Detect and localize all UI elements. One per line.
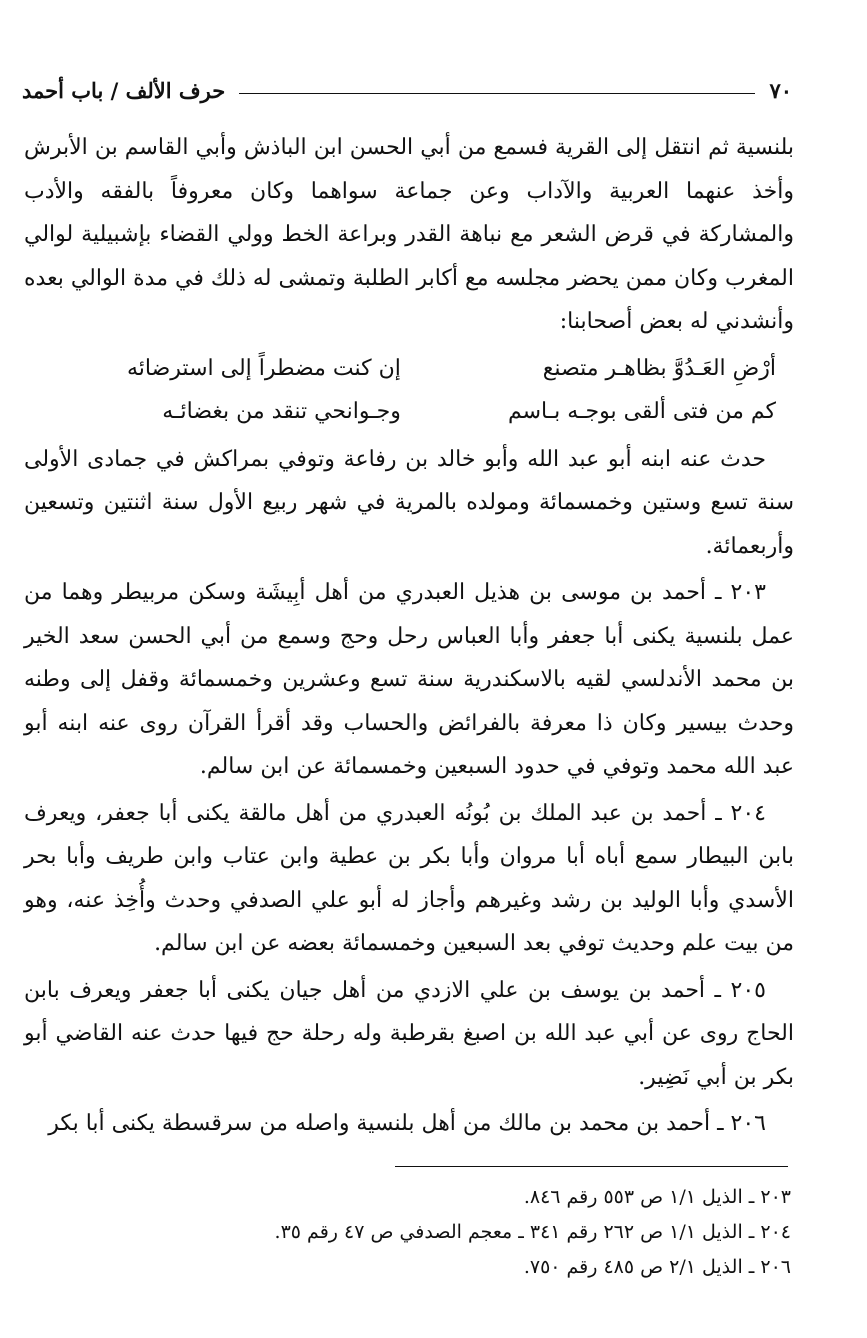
paragraph-narration: حدث عنه ابنه أبو عبد الله وأبو خالد بن رفاعة وتوفي بمراكش في جمادى الأولى سنة تسع وستين وخمسمائة ومولده بالمرية في شهر ربيع الأول سنة اثنتين وتسعين وأربعمائة.	[24, 446, 794, 559]
verse-1-second-hemistich: إن كنت مضطراً إلى استرضائه	[126, 355, 401, 381]
entry-206: ٢٠٦ ـ أحمد بن محمد بن مالك من أهل بلنسية واصله من سرقسطة يكنى أبا بكر	[48, 1111, 766, 1136]
poem-verses	[24, 347, 794, 434]
entry-203: ٢٠٣ ـ أحمد بن موسى بن هذيل العبدري من أهل أبِيشَة وسكن مربيطر وهما من عمل بلنسية يكنى أبا جعفر وأبا العباس رحل وحج وسمع من أبي الحسن سعد الخير بن محمد الأندلسي لقيه بالاسكندرية سنة تسع وعشرين وخمسمائة وقفل إلى وطنه وحدث بيسير وكان ذا معرفة بالفرائض والحساب وقد أقرأ القرآن روى عنه ابنه أبو عبد الله محمد وتوفي في حدود السبعين وخمسمائة عن ابن سالم.	[24, 580, 794, 779]
footnotes	[71, 1180, 791, 1285]
header-rule	[239, 93, 755, 94]
footnote-206: ٢٠٦ ـ الذيل ٢/١ ص ٤٨٥ رقم ٧٥٠.	[523, 1256, 791, 1278]
verse-2-first-hemistich: كم من فتى ألقى بوجـه بـاسم	[507, 399, 776, 424]
running-header	[22, 72, 792, 108]
entry-205: ٢٠٥ ـ أحمد بن يوسف بن علي الازدي من أهل جيان يكنى أبا جعفر ويعرف بابن الحاج روى عن أبي عبد الله بن اصبغ بقرطبة وله رحلة حج فيها حدث عنه القاضي أبو بكر بن أبي نَضِير.	[24, 977, 794, 1090]
main-text	[24, 126, 794, 1149]
entry-204: ٢٠٤ ـ أحمد بن عبد الملك بن بُونُه العبدري من أهل مالقة يكنى أبا جعفر، ويعرف بابن البيطار سمع أباه أبا مروان وأبا بكر بن عطية وابن عتاب وابن طريف وأبا بحر الأسدي وأبا الوليد بن رشد وغيرهم وأجاز له أبو علي الصدفي وحدث وأُخِذ عنه، وهو من بيت علم وحديث توفي بعد السبعين وخمسمائة بعضه عن ابن سالم.	[24, 800, 794, 956]
page-number: ٧٠	[769, 77, 792, 103]
verse-2-second-hemistich: وجـوانحي تنقد من بغضائـه	[162, 399, 401, 424]
footnote-204: ٢٠٤ ـ الذيل ١/١ ص ٢٦٢ رقم ٣٤١ ـ معجم الصدفي ص ٤٧ رقم ٣٥.	[274, 1221, 791, 1243]
footnote-203: ٢٠٣ ـ الذيل ١/١ ص ٥٥٣ رقم ٨٤٦.	[523, 1186, 791, 1208]
verse-1-first-hemistich: أرْضِ العَـدُوَّ بظاهـر متصنع	[542, 355, 776, 381]
verse-line-2	[24, 390, 794, 434]
verse-line-1	[24, 347, 794, 391]
footnote-rule	[395, 1166, 788, 1167]
paragraph-continuation: بلنسية ثم انتقل إلى القرية فسمع من أبي الحسن ابن الباذش وأبي القاسم بن الأبرش وأخذ عنهما العربية والآداب وعن جماعة سواهما وكان معروفاً بالفقه والأدب والمشاركة في قرض الشعر مع نباهة القدر وبراعة الخط وولي القضاء بإشبيلية لوالي المغرب وكان ممن يحضر مجلسه مع أكابر الطلبة وتمشى له ذلك في مدة الوالي بعده وأنشدني له بعض أصحابنا:	[24, 135, 794, 334]
section-title: حرف الألف / باب أحمد	[22, 77, 226, 103]
